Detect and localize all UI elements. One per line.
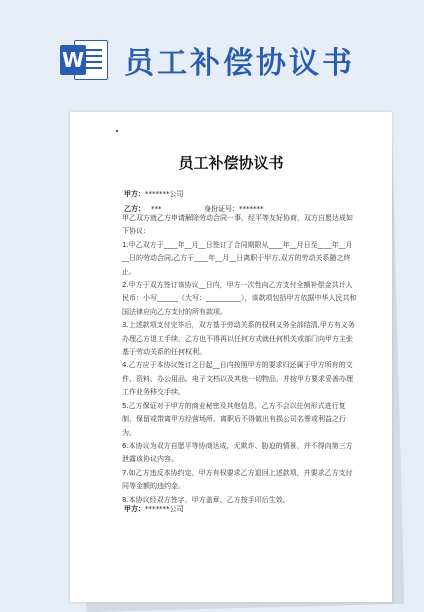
paragraph: 7.如乙方违反本协约定，甲方有权要求乙方退回上述款项，并要求乙方支付同等金额的违约金。 xyxy=(122,468,353,491)
id-label: 身份证号： xyxy=(204,205,239,213)
id-value: ******* xyxy=(239,205,264,213)
paragraph: 2.甲方于双方签订该协议__日内，甲方一次性向乙方支付全额补偿金共计人民币：小写______（大写：__________），该款项包括甲方依据中华人民共和国法律应向乙方支付的所有款项。 xyxy=(122,281,357,316)
paragraph: 1.甲乙双方于____年__月__日签订了合同期限从____年__月日至____年__月__日的劳动合同,乙方于____年__月__日离职于甲方,双方的劳动关系随之终止。 xyxy=(122,240,353,276)
paragraph: 4.乙方应于本协议签订之日起__日内按照甲方的要求归还属于甲方所有的文件、资料、办公用品、电子文档以及其他一切物品，并按甲方要求妥善办理工作业务移交手续。 xyxy=(122,361,353,397)
document-page xyxy=(70,112,392,602)
party-a-field xyxy=(124,189,184,199)
footer-party-a-value: *******公司 xyxy=(145,505,184,513)
header xyxy=(0,0,424,110)
header-title: 员工补偿协议书 xyxy=(124,46,355,81)
paragraph: 5.乙方保证对于甲方的商业秘密及其他信息，乙方不会以任何形式进行复制，保留或带离甲方经营场所，离职后不得做出有损公司名誉或利益之行为。 xyxy=(122,401,346,437)
party-a-label: 甲方： xyxy=(124,190,145,198)
word-icon xyxy=(60,37,108,83)
party-b-value: *** xyxy=(151,205,162,213)
paragraph: 8.本协议经双方签字、甲方盖章、乙方按手印后生效。 xyxy=(122,495,290,504)
footer-party-a-label: 甲方： xyxy=(124,505,145,513)
word-icon-letter: W xyxy=(60,45,86,75)
paragraph: 甲乙双方就乙方申请解除劳动合同一事，经平等友好协商，双方自愿达成如下协议： xyxy=(122,214,353,236)
party-b-label: 乙方： xyxy=(124,205,145,213)
document-title: 员工补偿协议书 xyxy=(178,154,284,172)
page-mark xyxy=(116,130,118,132)
paragraph: 3.上述款项支付完毕后，双方基于劳动关系的权利义务全部结清,甲方有义务办理乙方退工手续，乙方也不得再以任何方式就任何机关或部门向甲方主张基于劳动关系的任何权利。 xyxy=(122,321,355,357)
party-a-value: *******公司 xyxy=(145,190,184,198)
document-body xyxy=(122,212,358,507)
footer-party-a-field xyxy=(124,504,184,514)
paragraph: 6.本协议为双方自愿平等协商达成，无欺诈、胁迫的情景，并不得向第三方泄露该协议内容。 xyxy=(122,441,353,464)
